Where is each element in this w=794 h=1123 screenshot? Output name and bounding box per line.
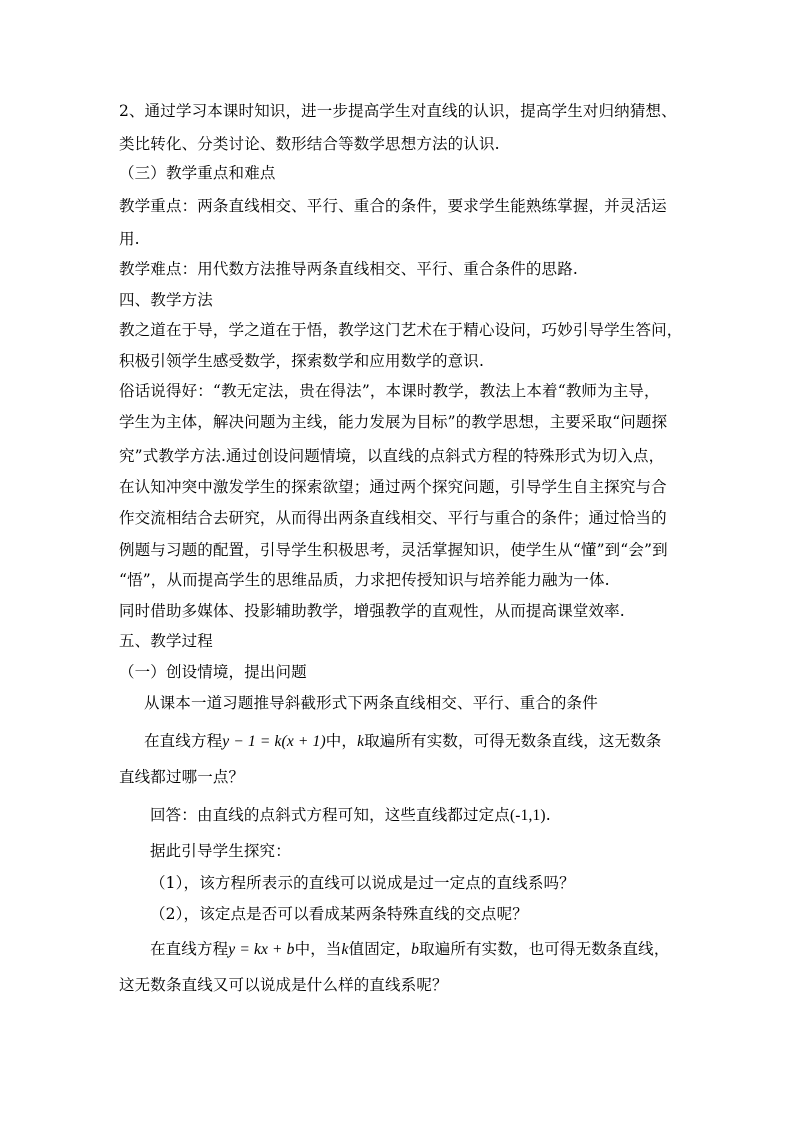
equation: y − 1 = k(x + 1): [222, 733, 326, 750]
paragraph-line: 俗话说得好：“教无定法，贵在得法”，本课时教学，教法上本着“教师为主导，: [119, 382, 660, 400]
paragraph-line: 例题与习题的配置，引导学生积极思考，灵活掌握知识，使学生从“懂”到“会”到: [119, 541, 668, 559]
paragraph-line: 教之道在于导，学之道在于悟，教学这门艺术在于精心设问，巧妙引导学生答问，: [119, 321, 683, 339]
paragraph-line: 教学重点：两条直线相交、平行、重合的条件，要求学生能熟练掌握，并灵活运: [119, 197, 667, 215]
section-heading: 四、教学方法: [119, 291, 213, 309]
variable: k: [341, 941, 349, 958]
text-run: 在直线方程: [150, 940, 229, 958]
subsection-heading: （一）创设情境，提出问题: [119, 663, 307, 681]
paragraph-line: “悟”，从而提高学生的思维品质，力求把传授知识与培养能力融为一体.: [119, 571, 610, 589]
paragraph-line: [144, 731, 704, 752]
paragraph-line: 类比转化、分类讨论、数形结合等数学思想方法的认识.: [119, 135, 500, 153]
paragraph-line: 据此引导学生探究：: [150, 842, 291, 860]
paragraph-line: 直线都过哪一点？: [119, 768, 245, 786]
paragraph-line: 用.: [119, 230, 140, 248]
text-run: 取遍所有实数，可得无数条直线，这无数条: [364, 732, 662, 750]
paragraph-line: 2、通过学习本课时知识，进一步提高学生对直线的认识，提高学生对归纳猜想、: [119, 102, 677, 120]
paragraph-line: 学生为主体，解决问题为主线，能力发展为目标”的教学思想，主要采取“问题探: [119, 413, 668, 431]
text-run: 中，当: [294, 940, 342, 958]
section-heading: 五、教学过程: [119, 632, 213, 650]
variable: k: [357, 733, 365, 750]
list-item: （2），该定点是否可以看成某两条特殊直线的交点呢？: [150, 905, 528, 923]
variable: b: [411, 941, 420, 958]
equation: y = kx + b: [228, 941, 295, 958]
point: (-1,1): [509, 807, 546, 824]
text-run: 回答：由直线的点斜式方程可知，这些直线都过定点: [150, 806, 510, 824]
text-run: 中，: [325, 732, 358, 750]
paragraph-line: 积极引领学生感受数学，探索数学和应用数学的意识.: [119, 352, 485, 370]
list-item: （1），该方程所表示的直线可以说成是过一定点的直线系吗？: [150, 874, 575, 892]
paragraph-line: [150, 805, 710, 826]
paragraph-line: 作交流相结合去研究，从而得出两条直线相交、平行与重合的条件；通过恰当的: [119, 509, 667, 527]
paragraph-line: 同时借助多媒体、投影辅助教学，增强教学的直观性，从而提高课堂效率.: [119, 602, 625, 620]
paragraph-line: 教学难点：用代数方法推导两条直线相交、平行、重合条件的思路.: [119, 260, 578, 278]
text-run: 在直线方程: [144, 732, 223, 750]
text-run: 值固定，: [348, 940, 412, 958]
paragraph-line: 从课本一道习题推导斜截形式下两条直线相交、平行、重合的条件: [144, 694, 598, 712]
section-heading: （三）教学重点和难点: [119, 164, 276, 182]
text-run: .: [545, 806, 551, 824]
paragraph-line: 究”式教学方法.通过创设问题情境，以直线的点斜式方程的特殊形式为切入点，: [119, 447, 665, 465]
paragraph-line: 在认知冲突中激发学生的探索欲望；通过两个探究问题，引导学生自主探究与合: [119, 478, 667, 496]
text-run: 取遍所有实数，也可得无数条直线，: [419, 940, 670, 958]
paragraph-line: [150, 939, 710, 960]
paragraph-line: 这无数条直线又可以说成是什么样的直线系呢？: [119, 976, 448, 994]
